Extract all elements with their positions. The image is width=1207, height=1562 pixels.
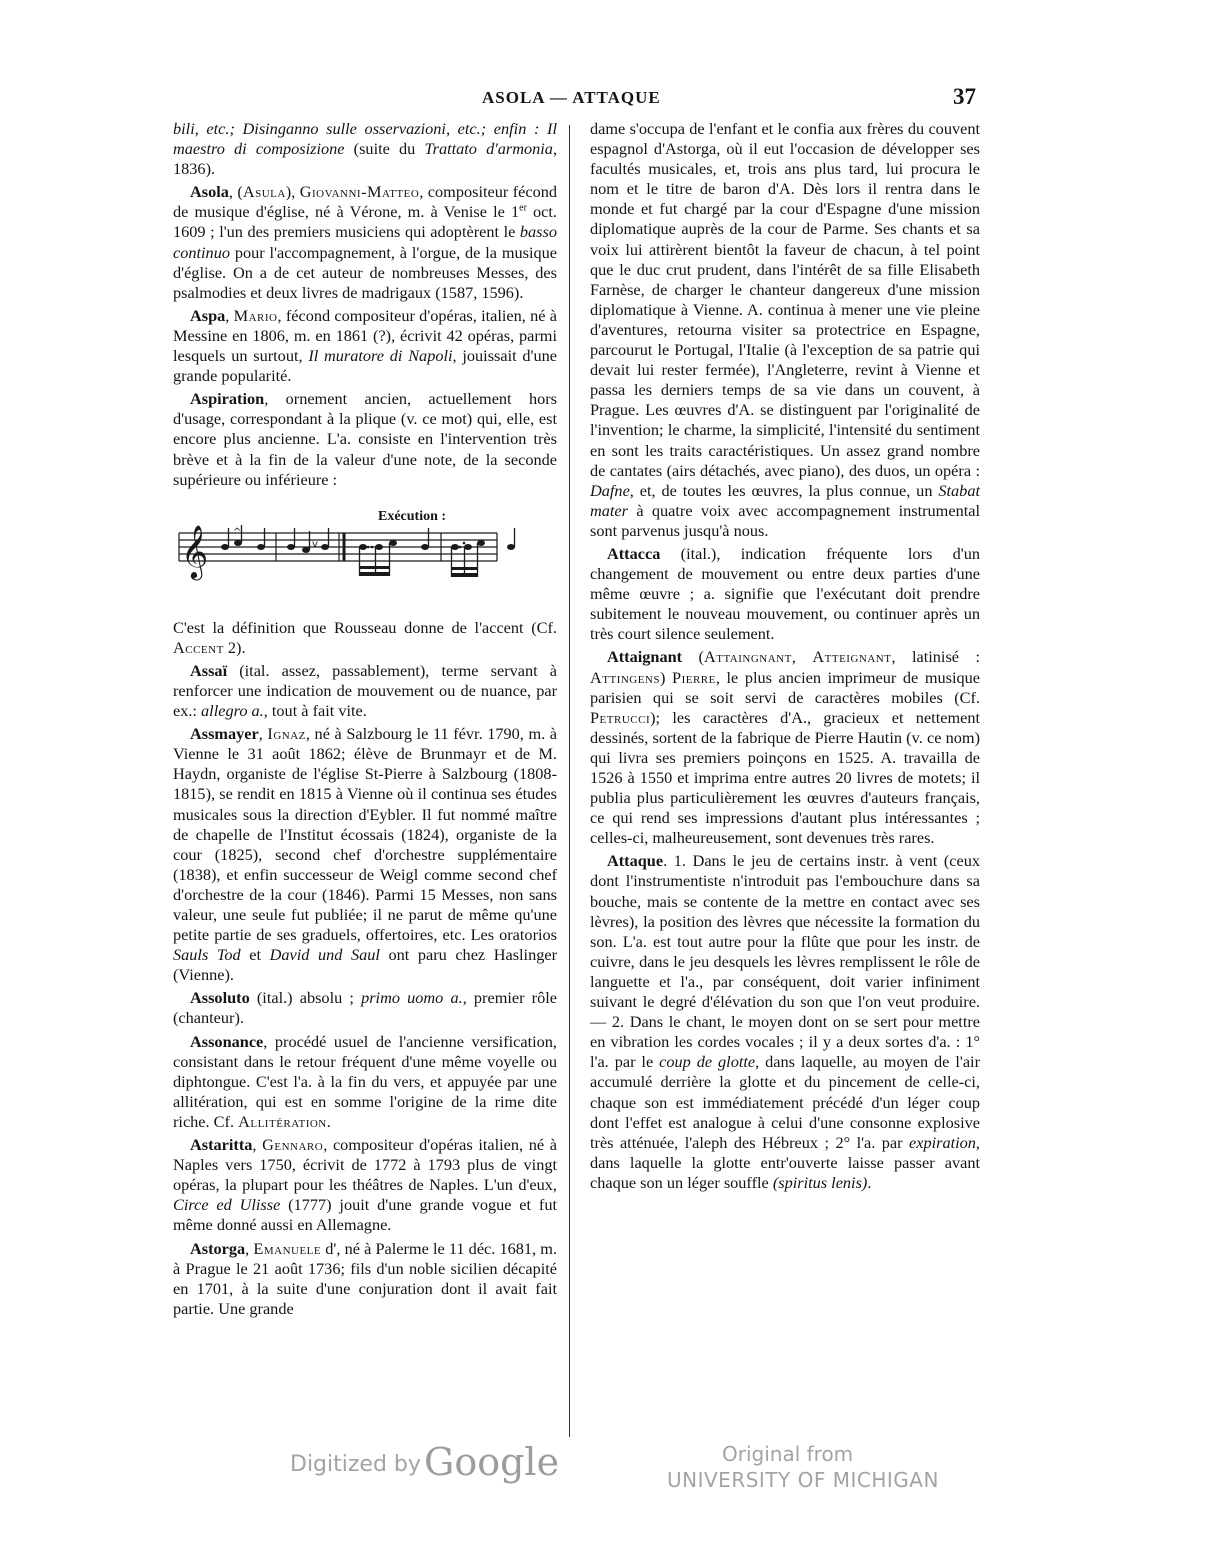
entry-astorga-continuation: dame s'occupa de l'enfant et le confia aux frères du couvent espagnol d'Astorga, où il eut l'occasion de développer ses facultés musicales, et, trois ans plus tard, lui procura le nom et le titre de baron d'A. Dès lors il rentra dans le monde et fut chargé par la cour d'Espagne d'une mission diplomatique auprès de la cour de Parme. Ses chants et sa voix lui attirèrent bientôt la faveur de chacun, à tel point que le duc crut prudent, dans l'intérêt de sa fille Elisabeth Farnèse, de charger le chanteur dangereux d'une mission diplomatique à Vienne. A. continua à mener une vie pleine d'aventures, retourna visiter sa protectrice en Espagne, parcourut le Portugal, l'Italie (à l'exception de sa patrie qui devait lui rester fermée), l'Angleterre, revint à Vienne et passa les derniers temps de sa vie dans un couvent, à Prague. Les œuvres d'A. se distinguent par l'originalité de l'invention; le charme, la simplicité, l'intensité du sentiment en sont les traits caractéristiques. Un assez grand nombre de cantates (airs détachés, avec piano), des duos, un opéra : Dafne, et, de toutes les œuvres, la plus connue, un Stabat mater à quatre voix avec accompagnement instrumental sont parvenus jusqu'à nous. [590,119,980,540]
digitized-by-label: Digitized by [290,1452,421,1477]
page-number: 37 [953,84,976,109]
digitization-watermark [0,1440,1207,1500]
headword: Assmayer [190,724,259,744]
headword: Astorga [190,1238,246,1258]
entry-continuation: C'est la définition que Rousseau donne de l'accent (Cf. Accent 2). [173,617,557,657]
running-title: ASOLA — ATTAQUE [482,88,661,107]
headword: Attaignant [607,647,683,667]
entry-assmayer: Assmayer, Ignaz, né à Salzbourg le 11 févr. 1790, m. à Vienne le 31 août 1862; élève de Brunmayr et de M. Haydn, organiste de l'église St-Pierre à Salzbourg (1808-1815), se rendit en 1815 à Vienne où il continua ses études musicales sous la direction d'Eybler. Il fut nommé maître de chapelle de l'Institut écossais (1824), organiste de la cour (1825), second chef d'orchestre supplémentaire (1838), et enfin successeur de Weigl comme second chef d'orchestre de la cour (1846). Parmi 15 Messes, non sans valeur, une seule fut publiée; il ne parut de même qu'une petite partie de ses graduels, offertoires, etc. Les oratorios Sauls Tod et David und Saul ont paru chez Haslinger (Vienne). [173,724,558,985]
headword: Aspa [190,305,226,325]
music-caption: Exécution : [378,508,447,524]
entry-astaritta: Astaritta, Gennaro, compositeur d'opéras italien, né à Naples vers 1750, écrivit de 1772 à 1793 plus de vingt opéras, la plupart pour les théâtres de Naples. L'un d'eux, Circe ed Ulisse (1777) jouit d'une grande vogue et fut même donné aussi en Allemagne. [173,1135,557,1235]
entry-attaignant: Attaignant (Attaingnant, Atteignant, latinisé : Attingens) Pierre, le plus ancien imprimeur de musique parisien qui se soit servi de caractères mobiles (Cf. Petrucci); les caractères d'A., gracieux et nettement dessinés, sortent de la fabrique de Pierre Hautin (v. ce nom) qui livra ses premiers poinçons en 1525. A. travailla de 1526 à 1550 et imprima entre autres 20 livres de motets; il publia plus particulièrement les œuvres d'auteurs français, ce qui rend ses impressions d'autant plus intéressantes ; celles-ci, malheureusement, sont devenues très rares. [590,647,980,848]
university-label: UNIVERSITY OF MICHIGAN [667,1468,939,1492]
svg-text:^: ^ [233,526,242,538]
entry-assai: Assaï (ital. assez, passablement), terme servant à renforcer une indication de mouvement ou de nuance, par ex.: allegro a., tout à fait vite. [173,660,557,721]
left-column [173,119,557,1319]
headword: Attaque [607,851,664,871]
entry-aspiration: Aspiration, ornement ancien, actuellement hors d'usage, correspondant à la plique (v. ce mot) qui, elle, est encore plus ancienne. L'a. consiste en l'intervention très brève et à la fin de la valeur d'une note, de la seconde supérieure ou inférieure : [173,389,557,489]
entry-asola: Asola, (Asula), Giovanni-Matteo, compositeur fécond de musique d'église, né à Vérone, m. à Venise le 1er oct. 1609 ; l'un des premiers musiciens qui adoptèrent le basso continuo pour l'accompagnement, à l'orgue, de la musique d'église. On a de cet auteur de nombreuses Messes, des psalmodies et deux livres de madrigaux (1587, 1596). [173,182,558,302]
headword: Aspiration [190,389,265,409]
google-logo: Google [424,1440,560,1484]
original-from-label: Original from [722,1442,854,1466]
headword: Assaï [190,660,228,680]
entry-attaque: Attaque. 1. Dans le jeu de certains instr. à vent (ceux dont l'instrumentiste n'introduit pas l'embouchure dans sa bouche, mais se contente de la mettre en contact avec ses lèvres), la position des lèvres que nécessite la formation du son. L'a. est tout autre pour la flûte que pour les instr. de cuivre, dans le jeu desquels les lèvres remplissent le rôle de languette et l'a., par conséquent, doit varier infiniment suivant le degré d'élévation du son que l'on veut produire. — 2. Dans le chant, le moyen dont on se sert pour mettre en vibration les cordes vocales ; il y a deux sortes d'a. : 1° l'a. par le coup de glotte, dans laquelle, au moyen de l'air accumulé derrière la glotte et du pincement de celle-ci, chaque son est immédiatement précédé d'un léger coup dont l'effet est analogue à celui d'une consonne explosive très atténuée, l'aleph des Hébreux ; 2° l'a. par expiration, dans laquelle la glotte entr'ouverte laisse passer avant chaque son un léger souffle (spiritus lenis). [590,851,980,1192]
headword: Attacca [607,543,661,563]
entry-assonance: Assonance, procédé usuel de l'ancienne versification, consistant dans le retour fréquent d'une même voyelle ou diphtongue. C'est l'a. à la fin du vers, et appuyée par une allitération, qui est en somme l'origine de la rime dite riche. Cf. Allitération. [173,1031,557,1131]
music-staff-figure [173,523,557,613]
entry-assoluto: Assoluto (ital.) absolu ; primo uomo a., premier rôle (chanteur). [173,988,557,1028]
headword: Assonance [190,1031,264,1051]
headword: Assoluto [190,988,250,1008]
entry-continuation: bili, etc.; Disinganno sulle osservazioni, etc.; enfin : Il maestro di composizione (suite du Trattato d'armonia, 1836). [173,119,558,179]
column-divider [569,125,570,1437]
running-header [0,86,1207,112]
music-example [173,495,557,615]
right-column [590,119,980,1193]
entry-attacca: Attacca (ital.), indication fréquente lors d'un changement de mouvement ou entre deux parties d'une même œuvre ; a. signifie que l'exécutant doit prendre subitement le nouveau mouvement, ou continuer après un très court silence seulement. [590,543,980,644]
svg-text:v: v [312,538,318,550]
headword: Asola [190,182,229,202]
entry-aspa: Aspa, Mario, fécond compositeur d'opéras, italien, né à Messine en 1806, m. en 1861 (?), écrivit 42 opéras, parmi lesquels un surtout, Il muratore di Napoli, jouissait d'une grande popularité. [173,305,557,386]
entry-astorga: Astorga, Emanuele d', né à Palerme le 11 déc. 1681, m. à Prague le 21 août 1736; fils d'un noble sicilien décapité en 1701, à la suite d'une conjuration dont il avait fait partie. Une grande [173,1238,558,1318]
headword: Astaritta [190,1135,253,1155]
svg-text:𝄞: 𝄞 [181,523,209,578]
